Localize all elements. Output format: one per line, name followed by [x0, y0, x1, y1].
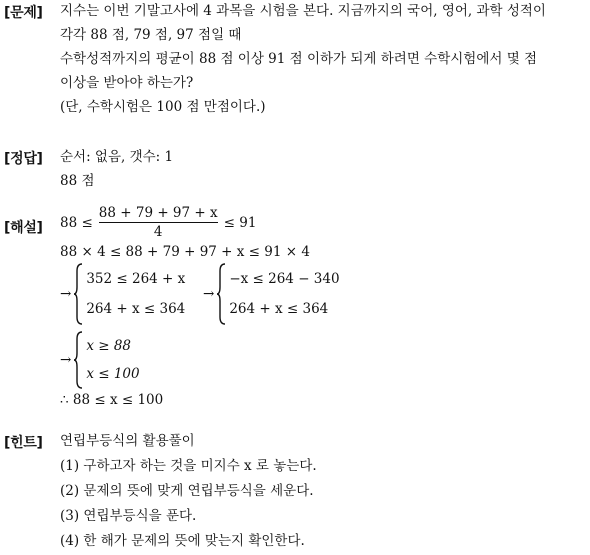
problem-line-5: (단, 수학시험은 100 점 만점이다.) — [60, 99, 266, 115]
left-brace-icon — [73, 331, 83, 389]
fraction-bar — [99, 222, 218, 223]
solution-label: [해설] — [4, 220, 43, 236]
fraction — [99, 205, 218, 240]
hint-line-3: (2) 문제의 뜻에 맞게 연립부등식을 세운다. — [60, 483, 314, 499]
hint-line-5: (4) 한 해가 문제의 뜻에 맞는지 확인한다. — [60, 533, 305, 549]
answer-label: [정답] — [4, 151, 43, 167]
answer-line-1: 순서: 없음, 갯수: 1 — [60, 149, 174, 165]
left-brace-icon — [216, 263, 226, 325]
answer-line-2: 88 점 — [60, 173, 95, 189]
system-1 — [60, 263, 185, 325]
hint-line-2: (1) 구하고자 하는 것을 미지수 x 로 놓는다. — [60, 458, 317, 474]
system-1-row-2: 264 + x ≤ 364 — [86, 301, 186, 317]
left-brace-icon — [73, 263, 83, 325]
system-1-row-1: 352 ≤ 264 + x — [86, 271, 186, 287]
solution-conclusion: ∴ 88 ≤ x ≤ 100 — [60, 392, 164, 408]
system-3 — [60, 331, 140, 389]
problem-line-2: 각각 88 점, 79 점, 97 점일 때 — [60, 27, 242, 43]
system-2-row-1: −x ≤ 264 − 340 — [229, 271, 340, 287]
problem-line-4: 이상을 받아야 하는가? — [60, 75, 194, 91]
fraction-denominator: 4 — [153, 224, 163, 240]
arrow-1: → — [60, 286, 72, 302]
arrow-3: → — [60, 352, 72, 368]
hint-label: [힌트] — [4, 435, 43, 451]
frac-right: ≤ 91 — [223, 214, 257, 231]
system-2 — [203, 263, 340, 325]
hint-line-4: (3) 연립부등식을 푼다. — [60, 508, 197, 524]
system-2-row-2: 264 + x ≤ 364 — [229, 301, 329, 317]
problem-line-3: 수학성적까지의 평균이 88 점 이상 91 점 이하가 되게 하려면 수학시험에서 몇 점 — [60, 51, 538, 67]
frac-left: 88 ≤ — [60, 214, 93, 231]
system-3-row-2: x ≤ 100 — [86, 366, 140, 382]
problem-label: [문제] — [4, 5, 43, 21]
solution-line-2: 88 × 4 ≤ 88 + 79 + 97 + x ≤ 91 × 4 — [60, 244, 310, 260]
problem-line-1: 지수는 이번 기말고사에 4 과목을 시험을 본다. 지금까지의 국어, 영어, 과학 성적이 — [60, 3, 546, 19]
arrow-2: → — [203, 286, 215, 302]
solution-fraction-inequality — [60, 205, 256, 240]
hint-line-1: 연립부등식의 활용풀이 — [60, 433, 195, 449]
fraction-numerator: 88 + 79 + 97 + x — [98, 205, 218, 221]
system-3-row-1: x ≥ 88 — [86, 338, 131, 354]
